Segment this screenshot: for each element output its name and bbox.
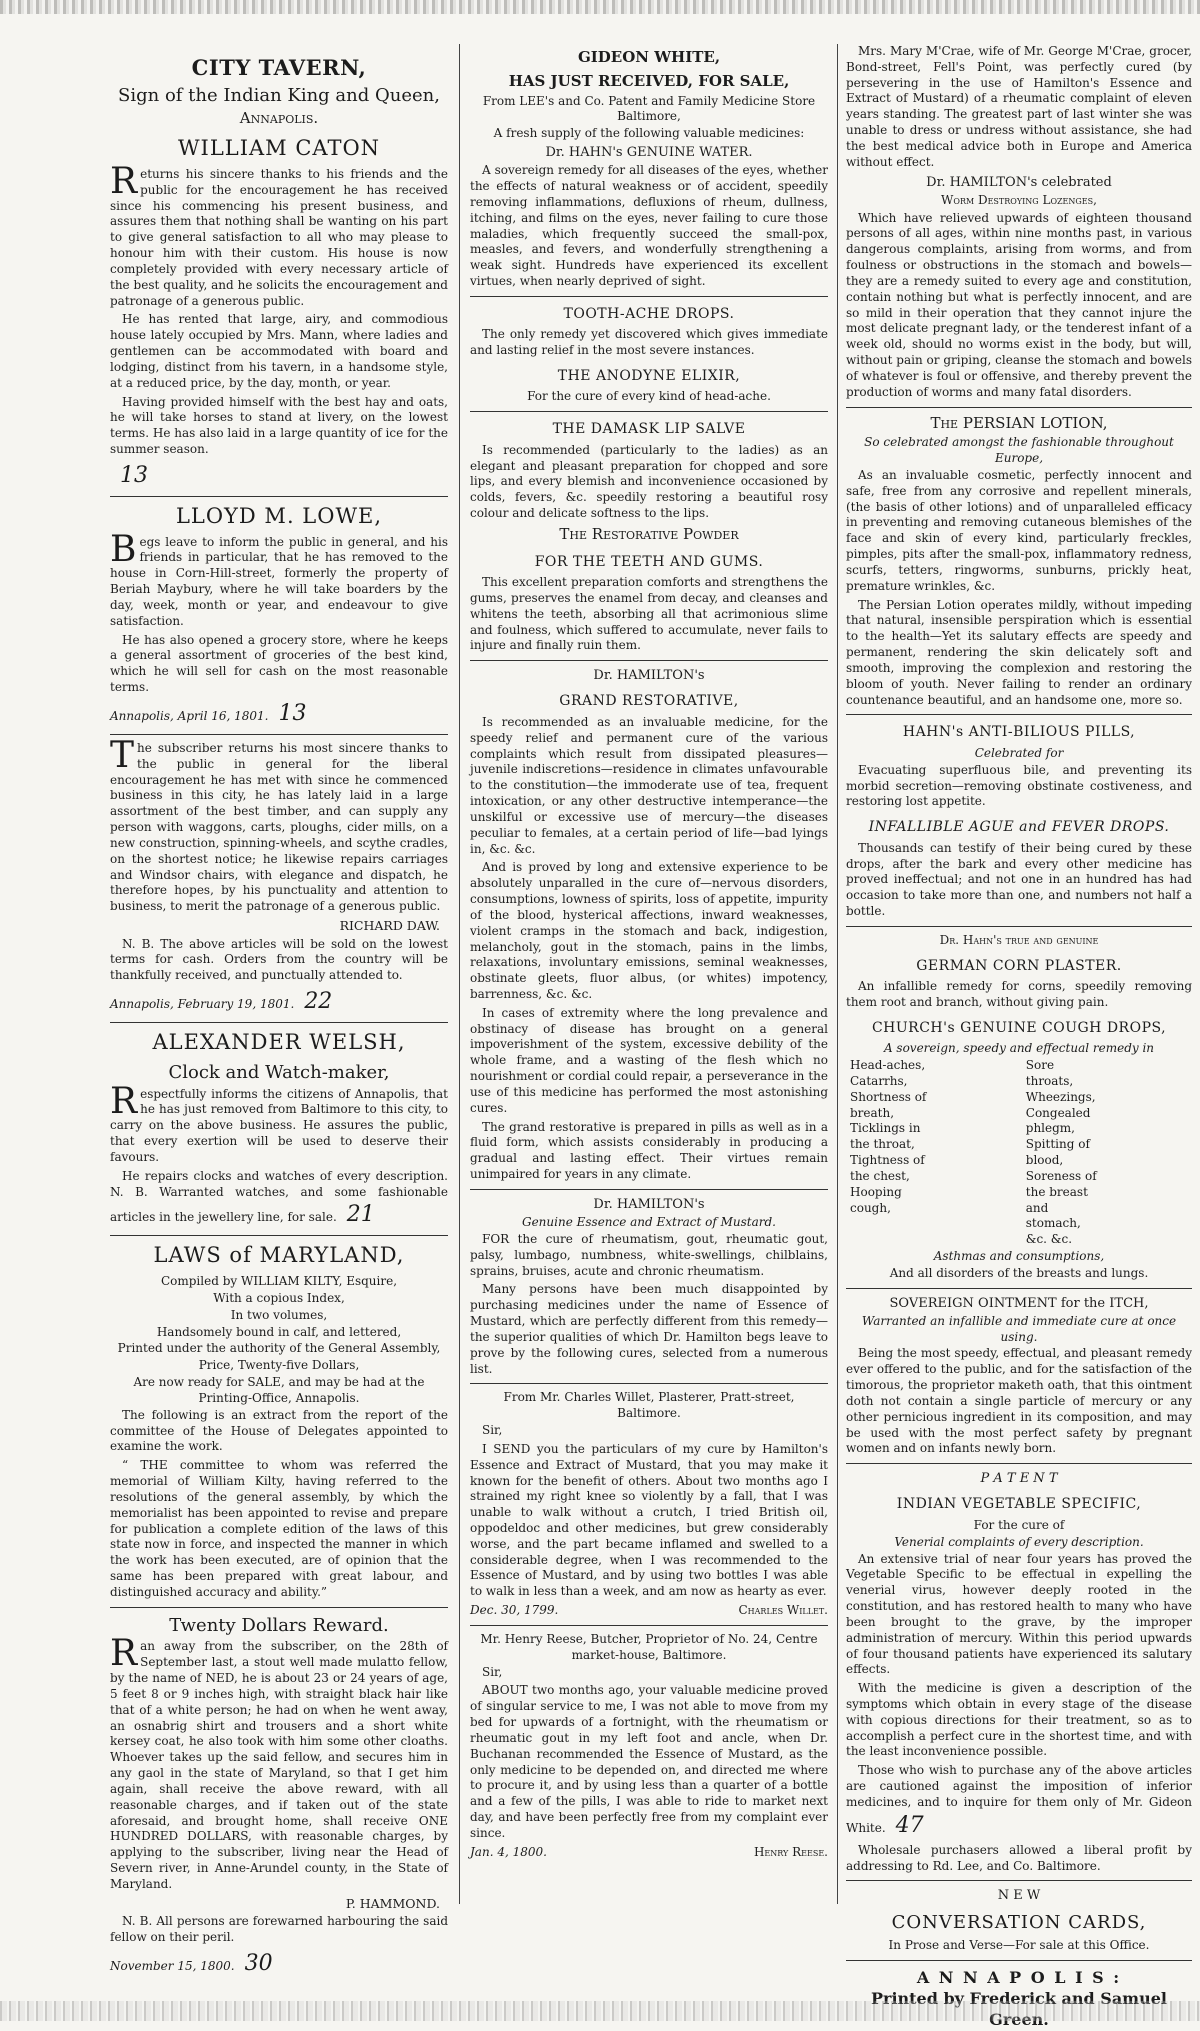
ad-signature: P. HAMMOND. bbox=[345, 1895, 440, 1911]
ad-text: Is recommended as an invaluable medicine, for the speedy relief and permanent cure of the various complaints which result from dissipated pleasures—juvenile indiscretions—residence in climates unfavourable to the constitution—the immoderate use of tea, frequent intoxication, or any other destructive intemperance—the unskilful or excessive use of mercury—the diseases peculiar to females, at a certain period of life—bad lyings in, &c. &c. bbox=[470, 714, 828, 856]
ad-line: Venerial complaints of every description. bbox=[894, 1534, 1144, 1549]
divider bbox=[846, 926, 1192, 927]
ad-subtitle: GRAND RESTORATIVE, bbox=[559, 693, 739, 710]
letter-from: From Mr. Charles Willet, Plasterer, Pratt-street, Baltimore. bbox=[503, 1390, 795, 1421]
ad-text: As an invaluable cosmetic, perfectly innocent and safe, free from any corrosive and repellent minerals, (the basis of other lotions) and of unparalleled efficacy in preventing and removing cutaneous blemishes of the face and skin of every kind, particularly freckles, pimples, pits after the small-pox, inflammatory redness, scurfs, tetters, ringworms, sunburns, prickly heat, premature wrinkles, &c. bbox=[846, 468, 1192, 593]
divider bbox=[846, 407, 1192, 408]
handwritten-mark: 13 bbox=[278, 700, 307, 726]
ad-note: N. B. All persons are forewarned harbouring the said fellow on their peril. bbox=[110, 1914, 448, 1944]
scan-edge-bottom bbox=[0, 2001, 1200, 2021]
ad-text: Evacuating superfluous bile, and preventing its morbid secretion—removing obstinate costiveness, and restoring lost appetite. bbox=[846, 762, 1192, 809]
ad-title: ALEXANDER WELSH, bbox=[152, 1030, 406, 1055]
list-item: Congealed phlegm, bbox=[1025, 1105, 1091, 1136]
ad-line: Asthmas and consumptions, bbox=[933, 1249, 1105, 1263]
ad-title: Dr. HAMILTON's celebrated bbox=[926, 174, 1112, 190]
ad-subtitle: CONVERSATION CARDS, bbox=[891, 1911, 1147, 1933]
list-item: Hooping cough, bbox=[850, 1184, 902, 1215]
laws-ad bbox=[110, 1242, 448, 1600]
divider bbox=[470, 1383, 828, 1384]
ad-subtitle: GERMAN CORN PLASTER. bbox=[916, 957, 1122, 974]
ad-line: With a copious Index, bbox=[213, 1290, 345, 1305]
ad-line: In two volumes, bbox=[230, 1307, 328, 1322]
ad-text: The following is an extract from the report of the committee of the House of Delegates appointed to examine the work. bbox=[110, 1407, 448, 1454]
ad-title: Dr. HAHN's GENUINE WATER. bbox=[545, 145, 753, 161]
reese-testimonial bbox=[470, 1632, 828, 1861]
ad-date: November 15, 1800. 30 bbox=[110, 1950, 273, 1976]
ad-subtitle: INDIAN VEGETABLE SPECIFIC, bbox=[896, 1496, 1142, 1513]
mccrae-testimonial bbox=[846, 44, 1192, 171]
city-tavern-ad bbox=[110, 54, 448, 490]
lowe-ad bbox=[110, 503, 448, 728]
divider bbox=[110, 496, 448, 497]
scan-edge-top bbox=[0, 0, 1200, 14]
letter-footer bbox=[470, 1845, 828, 1861]
ad-text: Returns his sincere thanks to his friends and the public for the encouragement he has received since his commencing his present business, and assures them that nothing shall be wanting on his part to give general satisfaction to all who may please to honour him with their custom. His house is now completely provided with every necessary article of the best quality, and he solicits the encouragement and patronage of a generous public. bbox=[110, 160, 448, 308]
ad-subtitle: Sign of the Indian King and Queen, bbox=[118, 84, 440, 106]
ad-quote: “ THE committee to whom was referred the memorial of William Kilty, having referred to the resolutions of the general assembly, by which the memorialist has been appointed to revise and prepare for publication a complete edition of the laws of this state now in force, and inspected the manner in which the work has been executed, are of opinion that the same has been prepared with great labour, and distinguished accuracy and ability.” bbox=[110, 1458, 448, 1599]
anti-bilious-ad bbox=[846, 723, 1192, 810]
ad-text: The Persian Lotion operates mildly, without impeding that natural, insensible perspiration which is essential to the health—Yet its salutary effects are speedy and permanent, rendering the skin delicately soft and smooth, improving the complexion and restoring the bloom of youth. Never failing to render an ordinary countenance beautiful, and an handsome one, more so. bbox=[846, 597, 1192, 707]
handwritten-mark: 30 bbox=[244, 1950, 273, 1976]
ad-text: Mrs. Mary M'Crae, wife of Mr. George M'Crae, grocer, Bond-street, Fell's Point, was perfectly cured (by persevering in the use of Hamilton's Essence and Extract of Mustard) of a rheumatic complaint of eleven years standing. The greatest part of last winter she was unable to dress or undress without assistance, she had the best medical advice both in Europe and America without effect. bbox=[846, 44, 1192, 169]
persian-lotion-ad bbox=[846, 414, 1192, 709]
column-rule bbox=[837, 44, 838, 1904]
symptom-list bbox=[846, 1058, 1192, 1248]
ad-title: N E W bbox=[997, 1888, 1041, 1904]
list-item: Wheezings, bbox=[1025, 1089, 1096, 1104]
ad-line: In Prose and Verse—For sale at this Office. bbox=[888, 1938, 1150, 1953]
ad-text: With the medicine is given a description of the symptoms which obtain in every stage of the disease with copious directions for their treatment, so as to accomplish a perfect cure in the shortest time, and with the least inconvenience possible. bbox=[846, 1681, 1192, 1759]
letter-from: Mr. Henry Reese, Butcher, Proprietor of No. 24, Centre market-house, Baltimore. bbox=[480, 1631, 818, 1662]
ad-title: Dr. Hahn's true and genuine bbox=[939, 932, 1099, 947]
ad-line: A fresh supply of the following valuable medicines: bbox=[493, 126, 805, 141]
divider bbox=[846, 714, 1192, 715]
ad-title: Dr. HAMILTON's bbox=[593, 668, 705, 684]
ad-text: In cases of extremity where the long prevalence and obstinacy of disease has brought on a general impoverishment of the system, excessive debility of the whole frame, and a wasting of the flesh which no nourishment or cordial could repair, a perseverance in the use of this medicine has performed the most astonishing cures. bbox=[470, 1005, 828, 1115]
divider bbox=[110, 1022, 448, 1023]
printer-imprint bbox=[846, 1967, 1192, 2030]
letter-date: Dec. 30, 1799. bbox=[470, 1603, 559, 1618]
elixir-ad bbox=[470, 367, 828, 405]
ad-text: Begs leave to inform the public in general, and his friends in particular, that he has removed to the house in Corn-Hill-street, formerly the property of Beriah Maybury, where he will take boarders by the day, week, month or year, and endeavour to give satisfaction. bbox=[110, 528, 448, 628]
list-item: Sore throats, bbox=[1025, 1058, 1074, 1088]
handwritten-mark: 22 bbox=[304, 989, 333, 1015]
ad-text: FOR the cure of rheumatism, gout, rheumatic gout, palsy, lumbago, numbness, white-swellings, chilblains, sprains, bruises, acute and chronic rheumatism. bbox=[470, 1231, 828, 1278]
column-left bbox=[110, 44, 448, 2004]
ad-line: Printed under the authority of the General Assembly, bbox=[117, 1341, 441, 1356]
ad-signature: RICHARD DAW. bbox=[339, 918, 440, 934]
letter-date: Jan. 4, 1800. bbox=[470, 1844, 547, 1859]
ad-text: Which have relieved upwards of eighteen thousand persons of all ages, within nine months past, in various dangerous complaints, arising from worms, and from foulness or obstructions in the stomach and bowels—they are a remedy suited to every age and constitution, contain nothing but what is perfectly innocent, and are so mild in their operation that they cannot injure the most delicate pregnant lady, or the tenderest infant of a week old, should no worms exist in the body, but will, without pain or griping, cleanse the stomach and bowels of whatever is foul or offensive, and thereby prevent the production of worms and many fatal disorders. bbox=[846, 210, 1192, 399]
ad-title: CHURCH's GENUINE COUGH DROPS, bbox=[871, 1019, 1167, 1036]
ad-title: LLOYD M. LOWE, bbox=[175, 503, 383, 528]
imprint-printers: Printed by Frederick and Samuel Green. bbox=[870, 1989, 1167, 2030]
list-item: Spitting of blood, bbox=[1025, 1137, 1090, 1168]
column-middle bbox=[470, 44, 828, 2004]
ad-text: The only remedy yet discovered which gives immediate and lasting relief in the most severe instances. bbox=[470, 327, 828, 358]
divider bbox=[110, 1607, 448, 1608]
ad-title: The PERSIAN LOTION, bbox=[930, 413, 1108, 432]
ad-note: N. B. The above articles will be sold on the lowest terms for cash. Orders from the country will be thankfully received, and punctually attended to. bbox=[110, 936, 448, 983]
divider bbox=[470, 296, 828, 297]
divider bbox=[846, 1463, 1192, 1464]
hahn-water-ad bbox=[470, 144, 828, 290]
reward-ad bbox=[110, 1614, 448, 1978]
list-item: Ticklings in the throat, bbox=[850, 1121, 921, 1152]
handwritten-mark: 13 bbox=[120, 462, 148, 488]
ad-owner: WILLIAM CATON bbox=[177, 136, 381, 161]
divider bbox=[470, 411, 828, 412]
ad-title: THE DAMASK LIP SALVE bbox=[552, 421, 746, 438]
ad-text: Having provided himself with the best hay and oats, he will take horses to stand at livery, on the lowest terms. He has also laid in a large quantity of ice for the summer season. bbox=[110, 394, 448, 457]
ad-title: CITY TAVERN, bbox=[191, 55, 367, 80]
ad-text: The grand restorative is prepared in pills as well as in a fluid form, which assists considerably in producing a gradual and lasting effect. Their virtues remain unimpaired for years in any climate. bbox=[470, 1119, 828, 1182]
divider bbox=[110, 1235, 448, 1236]
ad-date: Annapolis, April 16, 1801. 13 bbox=[110, 700, 307, 726]
gideon-white-header bbox=[470, 48, 828, 142]
list-item: Soreness of the breast and bbox=[1025, 1168, 1097, 1215]
handwritten-mark: 47 bbox=[895, 1812, 924, 1838]
ad-title: GIDEON WHITE, bbox=[577, 48, 721, 66]
ad-text: Those who wish to purchase any of the above articles are cautioned against the imposition of inferior medicines, and to inquire for them only of Mr. Gideon White. 47 bbox=[846, 1763, 1192, 1838]
ad-text: Thousands can testify of their being cured by these drops, after the bark and every other medicine has proved ineffectual; and not one in an hundred has had occasion to take more than one, and numbers not half a bottle. bbox=[846, 840, 1192, 918]
column-right bbox=[846, 44, 1192, 2030]
grand-restorative-ad bbox=[470, 667, 828, 1183]
ad-line: Compiled by WILLIAM KILTY, Esquire, bbox=[160, 1274, 398, 1289]
ad-title: INFALLIBLE AGUE and FEVER DROPS. bbox=[868, 819, 1170, 836]
ad-title: THE ANODYNE ELIXIR, bbox=[557, 367, 741, 384]
list-item: Tightness of the chest, bbox=[850, 1153, 925, 1183]
ad-subtitle: Celebrated for bbox=[974, 745, 1064, 760]
mustard-ad bbox=[470, 1196, 828, 1377]
ad-subtitle: Clock and Watch-maker, bbox=[168, 1061, 390, 1083]
ad-title: The Restorative Powder bbox=[559, 524, 739, 543]
ad-title: SOVEREIGN OINTMENT for the ITCH, bbox=[889, 1295, 1149, 1311]
letter-footer bbox=[470, 1603, 828, 1619]
ad-subtitle: Warranted an infallible and immediate cure at once using. bbox=[861, 1313, 1177, 1344]
cough-drops-ad bbox=[846, 1019, 1192, 1282]
willet-testimonial bbox=[470, 1390, 828, 1619]
letter-text: ABOUT two months ago, your valuable medicine proved of singular service to me, I was not able to move from my bed for upwards of a fortnight, with the rheumatism or rheumatic gout in my left foot and ancle, when Dr. Buchanan recommended the Essence of Mustard, as the only medicine to be depended on, and directed me where to procure it, and by using less than a quarter of a bottle and a few of the pills, I was able to ride to market next day, and have been perfectly free from my complaint ever since. bbox=[470, 1683, 828, 1840]
ad-text: Is recommended (particularly to the ladies) as an elegant and pleasant preparation for chopped and sore lips, and every blemish and inconvenience occasioned by colds, fevers, &c. speedily restoring a beautiful rosy colour and delicate softness to the lips. bbox=[470, 442, 828, 521]
divider bbox=[846, 1960, 1192, 1961]
divider bbox=[846, 1880, 1192, 1881]
welsh-ad bbox=[110, 1029, 448, 1229]
divider bbox=[470, 1189, 828, 1190]
list-item: Head-aches, bbox=[850, 1058, 926, 1073]
ad-text: And is proved by long and extensive experience to be absolutely unparalled in the cure of—nervous disorders, consumptions, lowness of spirits, loss of appetite, impurity of the blood, hysterical affections, inward weaknesses, violent cramps in the stomach and back, indigestion, melancholy, gout in the stomach, pains in the limbs, relaxations, involuntary emissions, seminal weaknesses, obstinate gleets, fluor albus, (or whites) impotency, barrenness, &c. &c. bbox=[470, 860, 828, 1001]
divider bbox=[470, 1625, 828, 1626]
list-item: stomach, &c. &c. bbox=[1025, 1216, 1081, 1247]
ad-title: TOOTH-ACHE DROPS. bbox=[563, 305, 735, 322]
ad-line: From LEE's and Co. Patent and Family Medicine Store Baltimore, bbox=[482, 93, 816, 124]
divider bbox=[846, 1288, 1192, 1289]
ad-place: Annapolis. bbox=[239, 109, 319, 128]
daw-ad bbox=[110, 734, 448, 1016]
ad-title: P A T E N T bbox=[980, 1471, 1058, 1487]
ad-date: Annapolis, February 19, 1801. 22 bbox=[110, 989, 333, 1015]
ad-text: A sovereign remedy for all diseases of the eyes, whether the effects of natural weakness or of accident, speedily removing inflammations, defluxions of rheum, dullness, itching, and films on the eyes, never failing to cure those maladies, which frequently succeed the small-pox, measles, and fevers, and wonderfully strengthening a weak sight. Hundreds have experienced its excellent virtues, when nearly deprived of sight. bbox=[470, 163, 828, 289]
letter-signature: Charles Willet. bbox=[738, 1603, 828, 1618]
ad-title: LAWS of MARYLAND, bbox=[153, 1243, 405, 1268]
ad-subtitle: HAS JUST RECEIVED, FOR SALE, bbox=[508, 71, 790, 90]
ad-text: Wholesale purchasers allowed a liberal profit by addressing to Rd. Lee, and Co. Baltimore. bbox=[846, 1842, 1192, 1873]
ad-text: Many persons have been much disappointed by purchasing medicines under the name of Essence of Mustard, which are perfectly different from this remedy—the superior qualities of which Dr. Hamilton begs leave to prove by the following cures, selected from a numerous list. bbox=[470, 1282, 828, 1376]
vegetable-specific-ad bbox=[846, 1470, 1192, 1874]
ad-title: Twenty Dollars Reward. bbox=[169, 1614, 389, 1636]
ad-text: He has also opened a grocery store, where he keeps a general assortment of groceries of the best kind, which he will sell for cash on the most reasonable terms. bbox=[110, 632, 448, 695]
letter-signature: Henry Reese. bbox=[753, 1844, 828, 1859]
divider bbox=[470, 660, 828, 661]
ad-text: Respectfully informs the citizens of Annapolis, that he has just removed from Baltimore to this city, to carry on the above business. He assures the public, that every exertion will be used to deserve their favours. bbox=[110, 1080, 448, 1164]
ad-text: This excellent preparation comforts and strengthens the gums, preserves the enamel from decay, and cleanses and whitens the teeth, absorbing all that acrimonious slime and foulness, which suffered to accumulate, never fails to injure and finally ruin them. bbox=[470, 575, 828, 653]
letter-salutation: Sir, bbox=[482, 1423, 503, 1438]
ad-text: He repairs clocks and watches of every description. N. B. Warranted watches, and some fashionable articles in the jewellery line, for sale. 21 bbox=[110, 1168, 448, 1228]
toothache-ad bbox=[470, 305, 828, 359]
ad-line: Are now ready for SALE, and may be had at the Printing-Office, Annapolis. bbox=[133, 1375, 425, 1405]
ad-text: He has rented that large, airy, and commodious house lately occupied by Mrs. Mann, where ladies and gentlemen can be accommodated with board and lodging, distinct from his tavern, in a handsome style, at a reduced price, by the day, month, or year. bbox=[110, 312, 448, 390]
worm-lozenges-ad bbox=[846, 174, 1192, 401]
powder-ad bbox=[470, 525, 828, 654]
lip-salve-ad bbox=[470, 420, 828, 522]
column-rule bbox=[459, 44, 460, 1904]
ad-line: Price, Twenty-five Dollars, bbox=[198, 1358, 360, 1373]
ad-subtitle: FOR THE TEETH AND GUMS. bbox=[534, 553, 764, 570]
list-item: Shortness of breath, bbox=[850, 1089, 927, 1120]
letter-salutation: Sir, bbox=[482, 1664, 503, 1679]
corn-plaster-ad bbox=[846, 933, 1192, 1011]
list-item: Catarrhs, bbox=[850, 1073, 908, 1088]
ad-text: An extensive trial of near four years has proved the Vegetable Specific to be effectual in expelling the venerial virus, however deeply rooted in the constitution, and has restored health to many who have been brought to the grave, by the improper administration of mercury. Within this period upwards of four thousand patients have experienced its salutary effects. bbox=[846, 1551, 1192, 1677]
ad-line: Handsomely bound in calf, and lettered, bbox=[156, 1324, 402, 1339]
itch-ointment-ad bbox=[846, 1295, 1192, 1458]
ad-subtitle: Genuine Essence and Extract of Mustard. bbox=[521, 1215, 776, 1230]
ad-subtitle: Worm Destroying Lozenges, bbox=[941, 192, 1097, 207]
ague-drops-ad bbox=[846, 818, 1192, 920]
symptom-list-right bbox=[1026, 1058, 1188, 1248]
imprint-place: A N N A P O L I S : bbox=[916, 1968, 1122, 1988]
ad-text: The subscriber returns his most sincere thanks to the public in general for the liberal encouragement he has met with since he commenced business in this city, he has lately laid in a large assortment of the best timber, and can supply any person with waggons, carts, ploughs, cider mills, on a new construction, spinning-wheels, and scythe cradles, on the shortest notice; he likewise repairs carriages and Windsor chairs, with elegance and dispatch, he therefore hopes, by his punctuality and attention to business, to merit the patronage of a generous public. bbox=[110, 734, 448, 914]
ad-title: Dr. HAMILTON's bbox=[593, 1196, 705, 1212]
conversation-cards-ad bbox=[846, 1887, 1192, 1954]
ad-text: An infallible remedy for corns, speedily removing them root and branch, without giving pain. bbox=[846, 979, 1192, 1009]
ad-title: HAHN's ANTI-BILIOUS PILLS, bbox=[902, 724, 1136, 741]
symptom-list-left bbox=[850, 1058, 1012, 1248]
ad-text: Being the most speedy, effectual, and pleasant remedy ever offered to the public, and for the satisfaction of the timorous, the proprietor maketh oath, that this ointment doth not contain a single particle of mercury or any other pernicious ingredient in its composition, and may be used with the most perfect safety by pregnant women and on infants newly born. bbox=[846, 1346, 1192, 1456]
ad-subtitle: So celebrated amongst the fashionable throughout Europe, bbox=[864, 435, 1174, 466]
handwritten-mark: 21 bbox=[346, 1202, 375, 1228]
ad-text: Ran away from the subscriber, on the 28th of September last, a stout well made mulatto fellow, by the name of NED, he is about 23 or 24 years of age, 5 feet 8 or 9 inches high, with straight black hair like that of a white person; he had on when he went away, an osnabrig shirt and trousers and a short white kersey coat, he also took with him some other cloaths. Whoever takes up the said fellow, and secures him in any gaol in the state of Maryland, so that I get him again, shall receive the above reward, with all reasonable charges, and if taken out of the state aforesaid, and brought home, shall receive ONE HUNDRED DOLLARS, with reasonable charges, by applying to the subscriber, living near the Head of Severn river, in Anne-Arundel county, in the State of Maryland. bbox=[110, 1633, 448, 1891]
ad-line: For the cure of bbox=[973, 1517, 1065, 1532]
ad-text: For the cure of every kind of head-ache. bbox=[527, 389, 771, 404]
letter-text: I SEND you the particulars of my cure by Hamilton's Essence and Extract of Mustard, that you may make it known for the benefit of others. About two months ago I strained my right knee so violently by a fall, that I was unable to walk without a crutch, I tried British oil, oppodeldoc and other medicines, but grew considerably worse, and the part became inflamed and swelled to a considerable degree, when I was recommended to the Essence of Mustard, and by using two bottles I was able to walk in less than a week, and am now as hearty as ever. bbox=[470, 1441, 828, 1599]
divider bbox=[110, 734, 448, 735]
ad-subtitle: A sovereign, speedy and effectual remedy in bbox=[883, 1041, 1155, 1056]
ad-line: And all disorders of the breasts and lungs. bbox=[889, 1265, 1149, 1280]
